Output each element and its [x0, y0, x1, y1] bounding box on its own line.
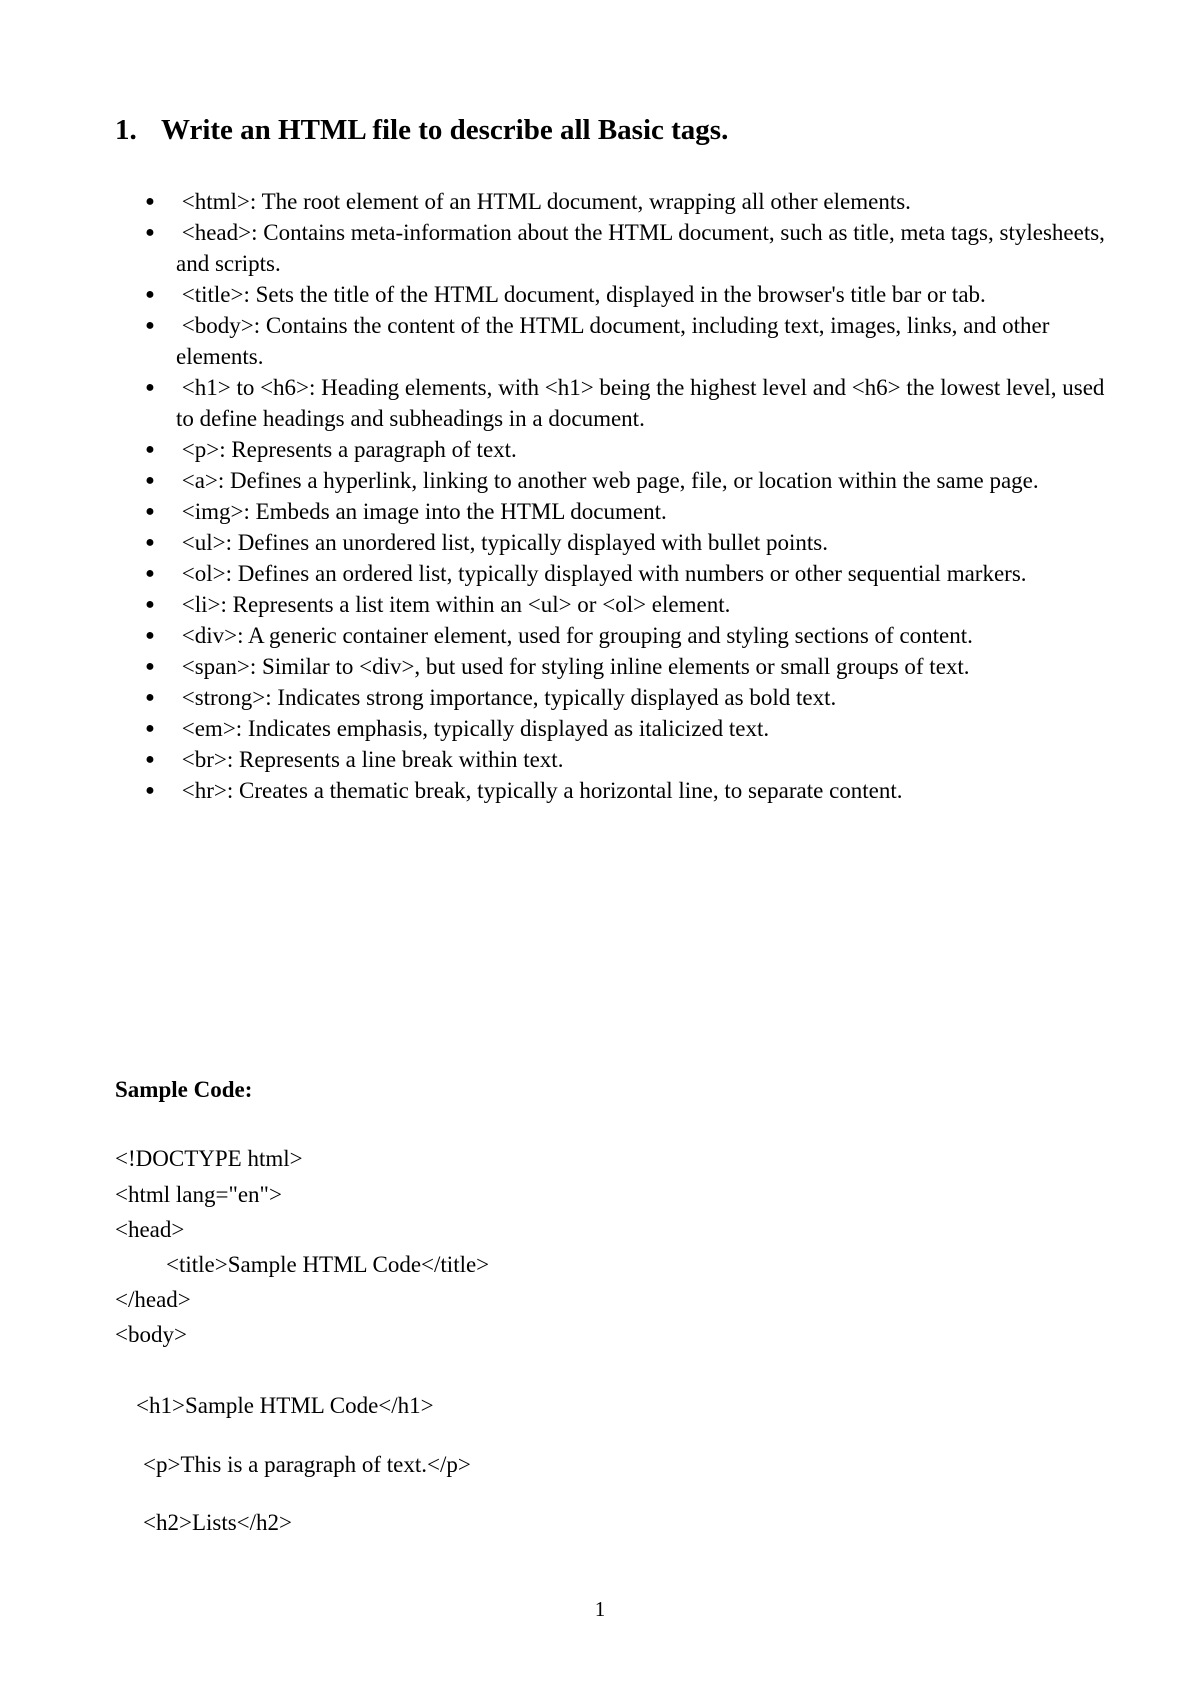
- code-line: </head>: [115, 1287, 191, 1312]
- tag-description: <li>: Represents a list item within an <ul> or <ol> element.: [176, 592, 731, 617]
- tag-description: <ul>: Defines an unordered list, typically displayed with bullet points.: [176, 530, 828, 555]
- bullet-icon: ●: [145, 782, 155, 799]
- sample-code-label: Sample Code:: [115, 1077, 253, 1102]
- tag-description: <br>: Represents a line break within text.: [176, 747, 564, 772]
- tag-description: <strong>: Indicates strong importance, typically displayed as bold text.: [176, 685, 837, 710]
- bullet-icon: ●: [145, 596, 155, 613]
- tag-description: <head>: Contains meta-information about the HTML document, such as title, meta tags, stylesheets, and scripts.: [176, 220, 1111, 276]
- list-item: [0, 651, 1200, 682]
- bullet-icon: ●: [145, 658, 155, 675]
- list-item: [0, 589, 1200, 620]
- bullet-icon: ●: [145, 503, 155, 520]
- list-item: [0, 372, 1200, 434]
- list-item: [0, 775, 1200, 806]
- list-item: [0, 217, 1200, 279]
- question-heading: [115, 112, 728, 148]
- bullet-icon: ●: [145, 627, 155, 644]
- list-item: [0, 310, 1200, 372]
- tag-description: <hr>: Creates a thematic break, typically a horizontal line, to separate content.: [176, 778, 903, 803]
- basic-tags-list: [0, 186, 1200, 806]
- tag-description: <title>: Sets the title of the HTML document, displayed in the browser's title bar or tab.: [176, 282, 986, 307]
- code-line: <h1>Sample HTML Code</h1>: [136, 1393, 434, 1418]
- code-line: <head>: [115, 1217, 185, 1242]
- bullet-icon: ●: [145, 689, 155, 706]
- bullet-icon: ●: [145, 317, 155, 334]
- bullet-icon: ●: [145, 534, 155, 551]
- code-line: <html lang="en">: [115, 1182, 282, 1207]
- code-line: <body>: [115, 1322, 187, 1347]
- bullet-icon: ●: [145, 751, 155, 768]
- bullet-icon: ●: [145, 193, 155, 210]
- list-item: [0, 620, 1200, 651]
- tag-description: <html>: The root element of an HTML document, wrapping all other elements.: [176, 189, 911, 214]
- bullet-icon: ●: [145, 379, 155, 396]
- question-number: 1.: [115, 114, 137, 146]
- tag-description: <body>: Contains the content of the HTML document, including text, images, links, and other elements.: [176, 313, 1056, 369]
- page-number: 1: [594, 1597, 606, 1621]
- question-text: Write an HTML file to describe all Basic tags.: [161, 114, 729, 146]
- list-item: [0, 682, 1200, 713]
- bullet-icon: ●: [145, 441, 155, 458]
- code-line: <p>This is a paragraph of text.</p>: [143, 1452, 471, 1477]
- bullet-icon: ●: [145, 720, 155, 737]
- list-item: [0, 527, 1200, 558]
- bullet-icon: ●: [145, 286, 155, 303]
- bullet-icon: ●: [145, 472, 155, 489]
- tag-description: <h1> to <h6>: Heading elements, with <h1> being the highest level and <h6> the lowest level, used to define headings and subheadings in a document.: [176, 375, 1111, 431]
- list-item: [0, 186, 1200, 217]
- tag-description: <em>: Indicates emphasis, typically displayed as italicized text.: [176, 716, 770, 741]
- bullet-icon: ●: [145, 565, 155, 582]
- code-line: <h2>Lists</h2>: [143, 1510, 293, 1535]
- code-line: <!DOCTYPE html>: [115, 1146, 303, 1171]
- bullet-icon: ●: [145, 224, 155, 241]
- tag-description: <a>: Defines a hyperlink, linking to another web page, file, or location within the same page.: [176, 468, 1039, 493]
- list-item: [0, 279, 1200, 310]
- list-item: [0, 713, 1200, 744]
- tag-description: <img>: Embeds an image into the HTML document.: [176, 499, 667, 524]
- tag-description: <p>: Represents a paragraph of text.: [176, 437, 517, 462]
- list-item: [0, 465, 1200, 496]
- tag-description: <span>: Similar to <div>, but used for styling inline elements or small groups of text.: [176, 654, 970, 679]
- tag-description: <ol>: Defines an ordered list, typically displayed with numbers or other sequential markers.: [176, 561, 1027, 586]
- list-item: [0, 496, 1200, 527]
- tag-description: <div>: A generic container element, used for grouping and styling sections of content.: [176, 623, 973, 648]
- code-line: <title>Sample HTML Code</title>: [166, 1252, 490, 1277]
- list-item: [0, 434, 1200, 465]
- list-item: [0, 558, 1200, 589]
- list-item: [0, 744, 1200, 775]
